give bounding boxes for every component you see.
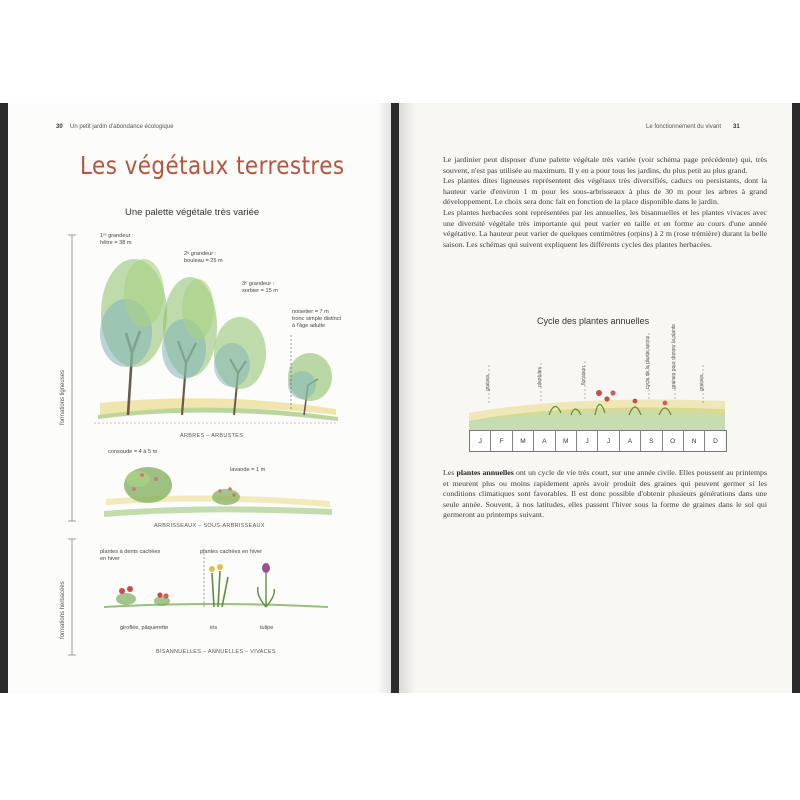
stage-label: floraison (581, 366, 587, 385)
side-label-herb: formations herbacées (60, 581, 66, 639)
stage-label: cycle de la plante semis (645, 335, 651, 389)
tree-label-2: 2ᵉ grandeur : bouleau = 25 m (184, 251, 223, 264)
month-cell: D (713, 437, 718, 445)
month-cell: O (663, 431, 684, 451)
side-label-woody: formations ligneuses (60, 369, 66, 425)
paragraph: Les plantes herbacées sont représentées par les annuelles, les bisannuelles et les plantes vivaces avec une diversité végétale très importante qui peut varier en taille et en forme au cours d'une année végétative. La hauteur peut varier de quelques centimètres (orpins) à 2 m (rose trémière) durant la belle saison. Les schémas qui suivent expliquent les différents cycles des plantes herbacées. (443, 207, 767, 249)
herb-caption: BISANNUELLES – ANNUELLES – VIVACES (156, 649, 276, 655)
left-page (8, 103, 391, 693)
month-cell: J (598, 431, 619, 451)
month-cell: M (556, 431, 577, 451)
beech-tree (100, 259, 167, 415)
month-cell: A (620, 431, 641, 451)
paragraph: Les plantes annuelles ont un cycle de vie très court, sur une année civile. Elles poussent au printemps et meurent plus ou moins rapidement après avoir produit des graines qui peuvent germer si les conditions climatiques sont favorables. Il est donc possible d'obtenir plusieurs générations dans une seule année. Souvent, à nos latitudes, elles passent l'hiver sous la forme de graines dans le sol qui germeront au printemps suivant. (443, 468, 767, 520)
stage-label: plantules (537, 366, 543, 387)
herb-label-2: plantes cachées en hiver (200, 549, 262, 555)
figure-title: Une palette végétale très variée (125, 207, 260, 218)
month-cell: M (513, 431, 534, 451)
wallflower-plants (116, 586, 170, 606)
tree-caption: ARBRES – ARBUSTES (180, 433, 244, 439)
month-cell: J (470, 431, 491, 451)
side-brackets (68, 235, 76, 655)
herb-label-4: iris (210, 625, 218, 631)
hazel-tree (288, 335, 332, 415)
month-cell: F (491, 431, 512, 451)
comfrey-shrub (124, 467, 172, 503)
stage-label: graines (699, 374, 705, 391)
stage-label: graines pour donner la plante (671, 323, 677, 389)
tree-label-4: noisetier = 7 m tronc simple distinct à l'âge adulte (292, 309, 342, 329)
lavender-shrub (212, 487, 240, 505)
bold-term: plantes annuelles (456, 468, 514, 477)
right-folio: 31 (733, 124, 740, 130)
annual-plants-text (443, 468, 767, 521)
herb-label-1: plantes à dents cachées en hiver (100, 549, 161, 562)
left-folio: 30 (56, 124, 63, 130)
shrub-caption: ARBRISSEAUX – SOUS-ARBRISSEAUX (154, 523, 265, 529)
herb-label-5: tulipe (260, 625, 274, 631)
left-running-head: Un petit jardin d'abondance écologique (70, 124, 174, 130)
cycle-title: Cycle des plantes annuelles (537, 316, 650, 326)
tulip-plant (258, 563, 275, 607)
book-spread (0, 103, 800, 693)
page-title: Les végétaux terrestres (80, 151, 345, 180)
annual-cycle-illustration (399, 103, 792, 693)
month-cell: J (577, 431, 598, 451)
right-running-head: Le fonctionnement du vivant (646, 124, 722, 130)
shrub-label-1: consoude = 4 à 5 m (108, 449, 158, 455)
right-page (399, 103, 792, 693)
months-strip (469, 430, 727, 452)
stage-label: graines (485, 374, 491, 391)
month-cell: N (684, 431, 705, 451)
tree-label-1: 1ʳᵉ grandeur : hêtre = 38 m (100, 233, 134, 246)
paragraph: Les plantes dites ligneuses représentent des végétaux très diversifiés, caducs ou persistants, dont la hauteur varie d'environ 1 m pour les sous-arbrisseaux à plus de 30 m pour les arbres à grand développement. Le choix sera donc fait en fonction de la place disponible dans le jardin. (443, 176, 767, 207)
birch-tree (162, 277, 217, 415)
herb-label-3: giroflée, pâquerette (120, 625, 169, 631)
month-cell: S (641, 431, 662, 451)
month-cell: A (534, 431, 555, 451)
tree-label-3: 3ᵉ grandeur : sorbier = 15 m (242, 281, 278, 294)
paragraph: Le jardinier peut disposer d'une palette végétale très variée (voir schéma page précédente) qui, très souvent, n'est pas utilisée au maximum. Il y en a pour tous les jardins, du plus petit au plus grand. (443, 155, 767, 175)
iris-plant (209, 564, 228, 607)
shrub-label-2: lavande = 1 m (230, 467, 266, 473)
